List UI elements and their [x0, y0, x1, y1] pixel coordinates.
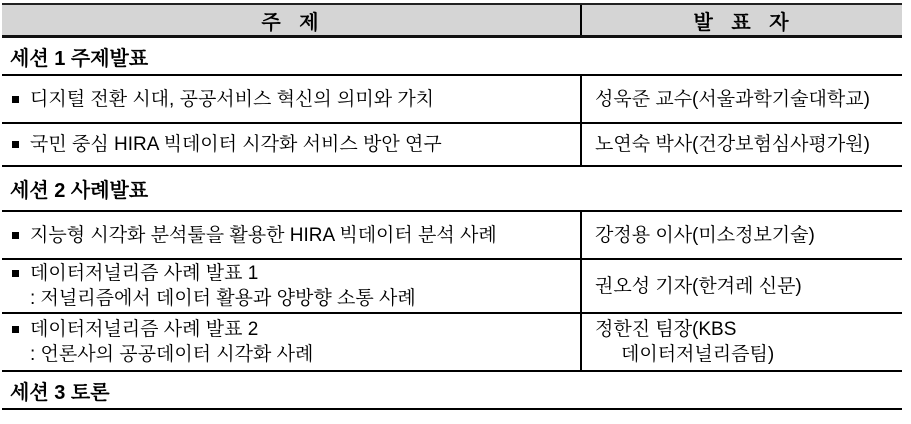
bullet-icon: [12, 232, 19, 239]
topic-cell: [2, 314, 582, 370]
presenter-cell: [582, 260, 902, 312]
table-row: [2, 122, 902, 167]
presenter-cell: [582, 314, 902, 370]
topic-text: 국민 중심 HIRA 빅데이터 시각화 서비스 방안 연구: [30, 134, 442, 155]
presenter-text: 노연숙 박사(건강보험심사평가원): [595, 134, 870, 155]
topic-cell: [2, 212, 582, 258]
table-row: [2, 210, 902, 258]
topic-text: 디지털 전환 시대, 공공서비스 혁신의 의미와 가치: [30, 88, 435, 110]
topic-cell: [2, 260, 582, 312]
topic-column-header: 주 제: [2, 5, 582, 35]
presenter-text: 강정용 이사(미소정보기술): [595, 224, 815, 246]
presenter-column-header: 발 표 자: [693, 11, 791, 34]
presenter-text: 정한진 팀장(KBS: [595, 319, 737, 340]
section-title-1: 세션 1 주제발표: [10, 47, 149, 70]
presenter-cell: [582, 76, 902, 122]
presenter-text-line2: 데이터저널리즘팀): [621, 344, 775, 365]
section-title-2: 세션 2 사례발표: [10, 180, 149, 202]
agenda-table: [2, 3, 902, 410]
presenter-text: 성욱준 교수(서울과학기술대학교): [595, 88, 870, 110]
topic-cell: [2, 76, 582, 122]
presenter-cell: [582, 212, 902, 258]
bullet-icon: [12, 326, 19, 333]
topic-cell: [2, 124, 582, 165]
table-row: [2, 312, 902, 372]
table-row: [2, 258, 902, 312]
topic-text-line2: : 언론사의 공공데이터 시각화 사례: [30, 344, 314, 365]
topic-text: 데이터저널리즘 사례 발표 2: [30, 319, 259, 340]
topic-text-line2: : 저널리즘에서 데이터 활용과 양방향 소통 사례: [30, 288, 416, 309]
bullet-icon: [12, 96, 19, 103]
bullet-icon: [12, 141, 19, 148]
section-title-3: 세션 3 토론: [2, 372, 902, 410]
table-header-row: [2, 3, 902, 38]
presenter-cell: [582, 124, 902, 165]
table-row: [2, 74, 902, 122]
bullet-icon: [12, 270, 19, 277]
topic-text: 데이터저널리즘 사례 발표 1: [30, 263, 259, 284]
presenter-text: 권오성 기자(한겨레 신문): [595, 275, 802, 297]
topic-text: 지능형 시각화 분석툴을 활용한 HIRA 빅데이터 분석 사례: [30, 224, 497, 246]
